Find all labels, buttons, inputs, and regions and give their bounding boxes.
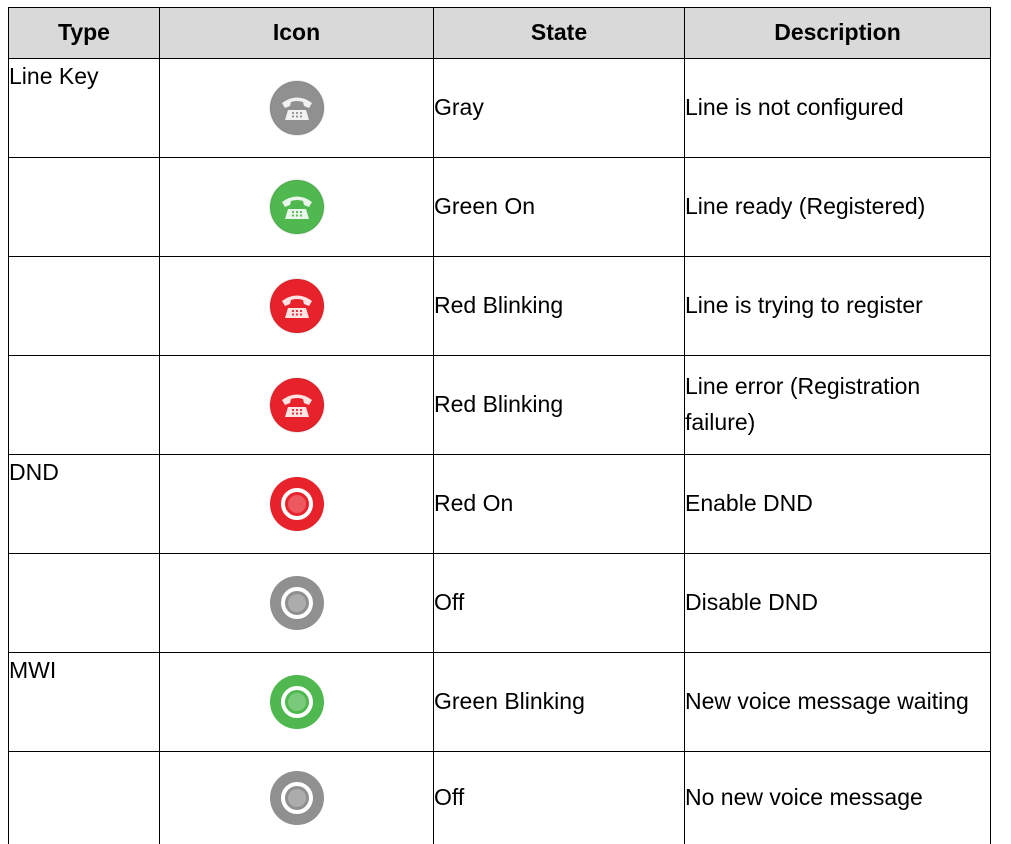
type-cell: DND (9, 455, 160, 554)
phone-led-icon (268, 376, 326, 434)
icon-cell (160, 257, 434, 356)
table-row (9, 158, 991, 257)
icon-cell (160, 554, 434, 653)
ring-led-icon (268, 574, 326, 632)
header-row (9, 8, 991, 59)
icon-cell (160, 158, 434, 257)
table-row (9, 752, 991, 844)
phone-led-icon (268, 178, 326, 236)
table-body (9, 59, 991, 844)
description-cell: Line ready (Registered) (685, 158, 991, 257)
header-type: Type (9, 8, 160, 59)
ring-led-icon (268, 769, 326, 827)
table-row (9, 455, 991, 554)
state-cell: Green Blinking (434, 653, 685, 752)
description-cell: Line error (Registration failure) (685, 356, 991, 455)
header-description: Description (685, 8, 991, 59)
icon-cell (160, 752, 434, 844)
icon-cell (160, 455, 434, 554)
icon-cell (160, 356, 434, 455)
ring-led-icon (268, 475, 326, 533)
description-cell: No new voice message (685, 752, 991, 844)
description-cell: Enable DND (685, 455, 991, 554)
state-cell: Off (434, 554, 685, 653)
state-cell: Off (434, 752, 685, 844)
type-cell: MWI (9, 653, 160, 752)
led-status-table (8, 7, 991, 844)
type-cell: Line Key (9, 59, 160, 158)
phone-led-icon (268, 277, 326, 335)
type-cell (9, 752, 160, 844)
state-cell: Red Blinking (434, 356, 685, 455)
description-cell: Disable DND (685, 554, 991, 653)
state-cell: Red On (434, 455, 685, 554)
header-state: State (434, 8, 685, 59)
description-cell: Line is not configured (685, 59, 991, 158)
description-cell: New voice message waiting (685, 653, 991, 752)
table-row (9, 257, 991, 356)
header-icon: Icon (160, 8, 434, 59)
type-cell (9, 158, 160, 257)
table-row (9, 59, 991, 158)
state-cell: Gray (434, 59, 685, 158)
table-row (9, 356, 991, 455)
icon-cell (160, 59, 434, 158)
state-cell: Red Blinking (434, 257, 685, 356)
description-cell: Line is trying to register (685, 257, 991, 356)
table-row (9, 554, 991, 653)
type-cell (9, 554, 160, 653)
icon-cell (160, 653, 434, 752)
state-cell: Green On (434, 158, 685, 257)
ring-led-icon (268, 673, 326, 731)
type-cell (9, 356, 160, 455)
type-cell (9, 257, 160, 356)
table-row (9, 653, 991, 752)
phone-led-icon (268, 79, 326, 137)
